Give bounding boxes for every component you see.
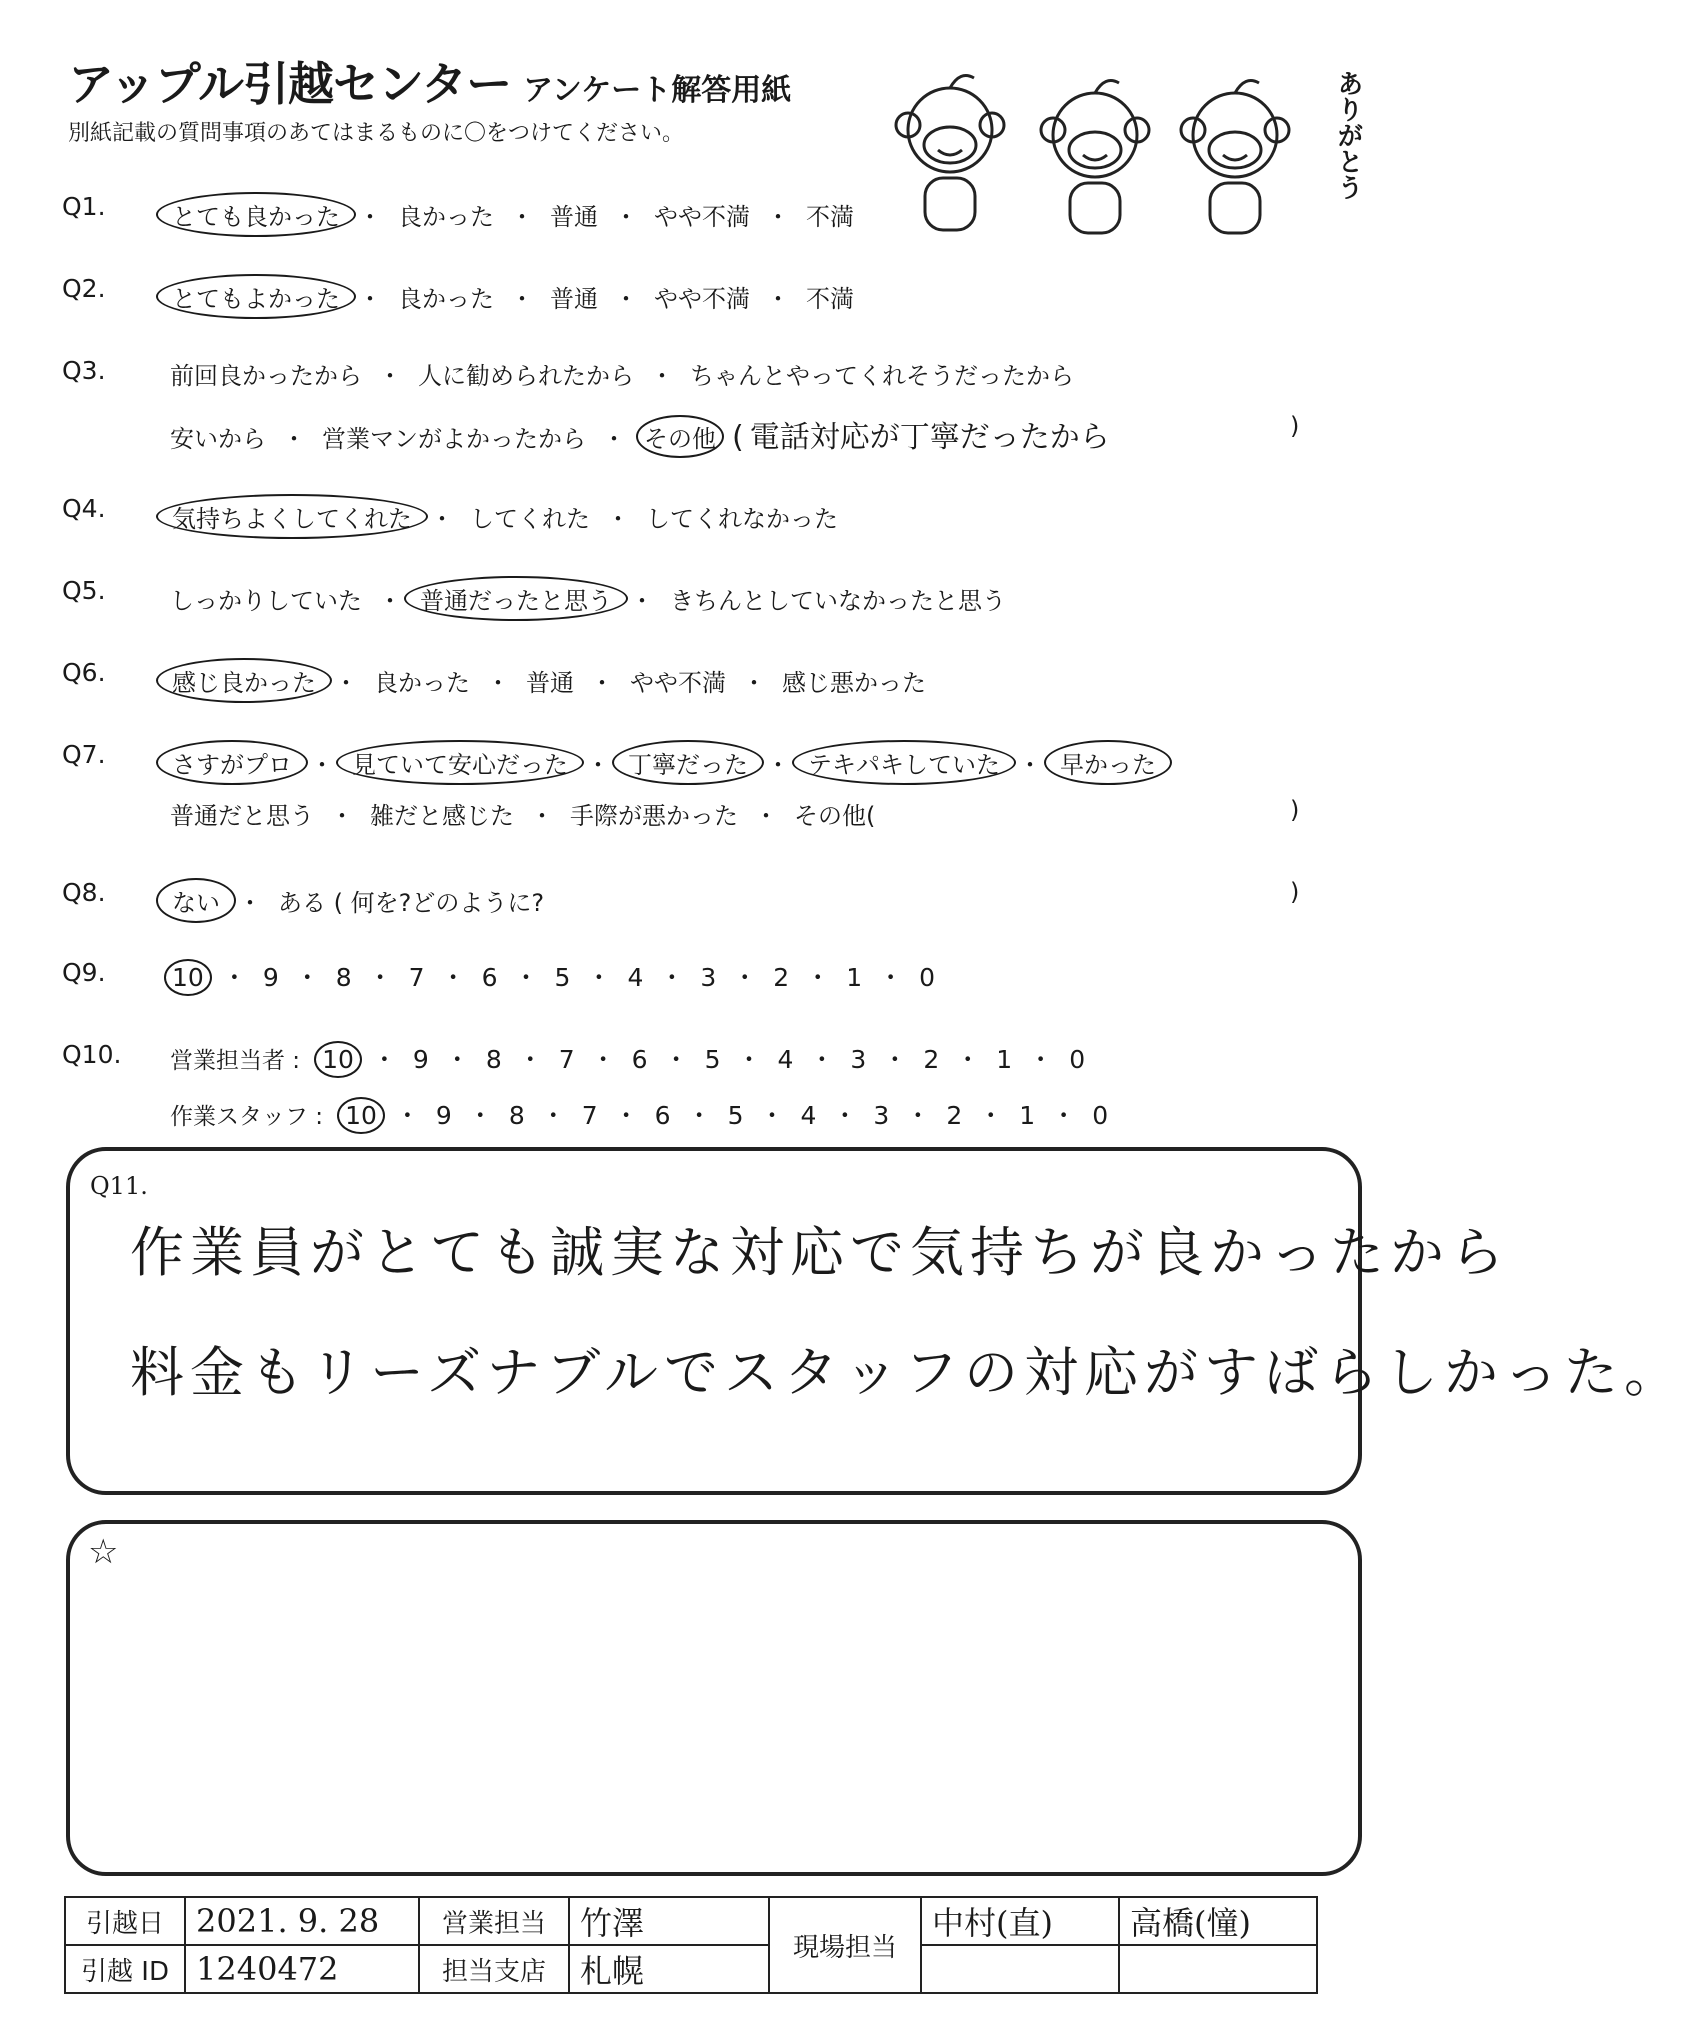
- q10-sales-score-1[interactable]: 1: [996, 1045, 1013, 1074]
- branch-name: 札幌: [569, 1945, 769, 1993]
- q9-score-9[interactable]: 9: [262, 963, 279, 992]
- q9-scale: 10 ・ 9 ・ 8 ・ 7 ・ 6 ・ 5 ・ 4 ・ 3 ・ 2 ・ 1 ・ 0: [170, 958, 935, 996]
- q6-option-2[interactable]: 良かった: [374, 669, 470, 697]
- q9-score-3[interactable]: 3: [700, 963, 717, 992]
- q2-option-4[interactable]: やや不満: [654, 285, 750, 313]
- q9-score-7[interactable]: 7: [408, 963, 425, 992]
- q1-label: Q1.: [62, 192, 106, 221]
- q3-options-line1: 前回良かったから ・ 人に勧められたから ・ ちゃんとやってくれそうだったから: [170, 356, 1074, 391]
- sales-label: 営業担当: [419, 1897, 569, 1945]
- monkey-middle-icon: [1041, 81, 1149, 233]
- q7-option-2[interactable]: 見ていて安心だった: [336, 740, 584, 785]
- q11-comment-box[interactable]: [66, 1147, 1362, 1495]
- branch-label: 担当支店: [419, 1945, 569, 1993]
- mascot-caption: ありがとう: [1333, 70, 1363, 200]
- site-staff-1: 中村(直): [921, 1897, 1119, 1945]
- q9-score-0[interactable]: 0: [919, 963, 936, 992]
- q3-option-5[interactable]: 営業マンがよかったから: [322, 425, 586, 453]
- q2-option-2[interactable]: 良かった: [398, 285, 494, 313]
- q10-sales-scale: 営業担当者 : 10 ・ 9 ・ 8 ・ 7 ・ 6 ・ 5 ・ 4 ・ 3 ・ 2 ・ 1 ・ 0: [170, 1040, 1085, 1078]
- q6-label: Q6.: [62, 658, 106, 687]
- company-name: アップル引越センター: [68, 57, 512, 111]
- q9-score-5[interactable]: 5: [554, 963, 571, 992]
- star-icon: ☆: [88, 1532, 119, 1572]
- q9-score-2[interactable]: 2: [773, 963, 790, 992]
- q10-staff-score-9[interactable]: 9: [435, 1101, 452, 1130]
- q6-option-3[interactable]: 普通: [526, 669, 574, 697]
- q10-staff-score-3[interactable]: 3: [873, 1101, 890, 1130]
- q8-option-2[interactable]: ある ( 何を?どのように?: [278, 889, 545, 917]
- q8-options: ない ・ ある ( 何を?どのように?: [170, 878, 544, 923]
- q10-sales-score-3[interactable]: 3: [850, 1045, 867, 1074]
- q2-label: Q2.: [62, 274, 106, 303]
- q7-close-paren: ): [1290, 796, 1300, 824]
- q10-staff-label: 作業スタッフ :: [170, 1104, 324, 1130]
- q9-label: Q9.: [62, 958, 106, 987]
- q1-options: とても良かった ・ 良かった ・ 普通 ・ やや不満 ・ 不満: [170, 192, 854, 237]
- mascot-illustration: [880, 60, 1340, 240]
- q8-option-1[interactable]: ない: [156, 878, 236, 923]
- q2-option-5[interactable]: 不満: [806, 285, 854, 313]
- q10-sales-score-5[interactable]: 5: [704, 1045, 721, 1074]
- q3-option-1[interactable]: 前回良かったから: [170, 362, 362, 390]
- site-staff-4: [1119, 1945, 1317, 1993]
- q10-staff-score-5[interactable]: 5: [727, 1101, 744, 1130]
- q10-sales-label: 営業担当者 :: [170, 1048, 301, 1074]
- q6-option-1[interactable]: 感じ良かった: [156, 658, 332, 703]
- q3-close-paren: ): [1290, 412, 1300, 440]
- q9-score-8[interactable]: 8: [335, 963, 352, 992]
- q3-other-text: 電話対応が丁寧だったから: [749, 420, 1110, 455]
- q10-staff-score-2[interactable]: 2: [946, 1101, 963, 1130]
- move-id-value: 1240472: [185, 1945, 419, 1993]
- q1-option-4[interactable]: やや不満: [654, 203, 750, 231]
- q10-staff-score-8[interactable]: 8: [508, 1101, 525, 1130]
- q10-staff-score-10[interactable]: 10: [337, 1097, 385, 1134]
- q3-label: Q3.: [62, 356, 106, 385]
- q10-sales-score-4[interactable]: 4: [777, 1045, 794, 1074]
- q10-sales-score-6[interactable]: 6: [631, 1045, 648, 1074]
- q10-sales-score-2[interactable]: 2: [923, 1045, 940, 1074]
- q7-option-4[interactable]: テキパキしていた: [792, 740, 1016, 785]
- q10-sales-score-8[interactable]: 8: [485, 1045, 502, 1074]
- site-staff-2: 高橋(憧): [1119, 1897, 1317, 1945]
- q3-option-other[interactable]: その他: [636, 415, 724, 458]
- q1-option-3[interactable]: 普通: [550, 203, 598, 231]
- q6-option-5[interactable]: 感じ悪かった: [782, 669, 926, 697]
- move-date-label: 引越日: [65, 1897, 185, 1945]
- instruction-text: 別紙記載の質問事項のあてはまるものに〇をつけてください。: [68, 121, 685, 146]
- q10-staff-score-1[interactable]: 1: [1019, 1101, 1036, 1130]
- q9-score-4[interactable]: 4: [627, 963, 644, 992]
- q4-options: 気持ちよくしてくれた ・ してくれた ・ してくれなかった: [170, 494, 838, 539]
- q6-option-4[interactable]: やや不満: [630, 669, 726, 697]
- q10-sales-score-9[interactable]: 9: [412, 1045, 429, 1074]
- site-label: 現場担当: [769, 1897, 921, 1993]
- q10-staff-score-7[interactable]: 7: [581, 1101, 598, 1130]
- move-info-table: [64, 1896, 1318, 1994]
- q1-option-2[interactable]: 良かった: [398, 203, 494, 231]
- q7-option-other[interactable]: その他(: [794, 802, 876, 830]
- q10-staff-score-6[interactable]: 6: [654, 1101, 671, 1130]
- q7-option-5[interactable]: 早かった: [1044, 740, 1172, 785]
- q7-option-1[interactable]: さすがプロ: [156, 740, 308, 785]
- q10-sales-score-7[interactable]: 7: [558, 1045, 575, 1074]
- move-id-label: 引越 ID: [65, 1945, 185, 1993]
- q10-staff-scale: 作業スタッフ : 10 ・ 9 ・ 8 ・ 7 ・ 6 ・ 5 ・ 4 ・ 3 ・ 2 ・ 1 ・ 0: [170, 1096, 1108, 1134]
- q11-comment-line-1: 作業員がとても誠実な対応で気持ちが良かったから: [130, 1221, 1510, 1284]
- q5-label: Q5.: [62, 576, 106, 605]
- q11-comment-line-2: 料金もリーズナブルでスタッフの対応がすばらしかった。: [130, 1341, 1684, 1404]
- site-staff-3: [921, 1945, 1119, 1993]
- q7-option-8[interactable]: 手際が悪かった: [570, 802, 738, 830]
- q10-staff-score-0[interactable]: 0: [1092, 1101, 1109, 1130]
- q7-option-6[interactable]: 普通だと思う: [170, 802, 314, 830]
- move-date-value: 2021. 9. 28: [185, 1897, 419, 1945]
- q3-option-3[interactable]: ちゃんとやってくれそうだったから: [690, 362, 1074, 390]
- q3-option-2[interactable]: 人に勧められたから: [418, 362, 634, 390]
- q7-option-7[interactable]: 雑だと感じた: [370, 802, 514, 830]
- q4-option-1[interactable]: 気持ちよくしてくれた: [156, 494, 428, 539]
- q2-option-3[interactable]: 普通: [550, 285, 598, 313]
- company-title: [68, 48, 791, 114]
- q5-option-1[interactable]: しっかりしていた: [170, 587, 362, 615]
- q7-options-line2: 普通だと思う ・ 雑だと感じた ・ 手際が悪かった ・ その他(: [170, 796, 875, 831]
- q3-option-4[interactable]: 安いから: [170, 425, 266, 453]
- q8-label: Q8.: [62, 878, 106, 907]
- q9-score-1[interactable]: 1: [846, 963, 863, 992]
- q5-option-2[interactable]: 普通だったと思う: [404, 576, 628, 621]
- q2-option-1[interactable]: とてもよかった: [156, 274, 356, 319]
- q3-options-line2: 安いから ・ 営業マンがよかったから ・ その他 ( 電話対応が丁寧だったから: [170, 412, 1110, 458]
- q9-score-10[interactable]: 10: [164, 959, 212, 996]
- q5-option-3[interactable]: きちんとしていなかったと思う: [670, 587, 1006, 615]
- q1-option-5[interactable]: 不満: [806, 203, 854, 231]
- q7-label: Q7.: [62, 740, 106, 769]
- q10-label: Q10.: [62, 1040, 122, 1069]
- q2-options: とてもよかった ・ 良かった ・ 普通 ・ やや不満 ・ 不満: [170, 274, 854, 319]
- q4-label: Q4.: [62, 494, 106, 523]
- q10-staff-score-4[interactable]: 4: [800, 1101, 817, 1130]
- q9-score-6[interactable]: 6: [481, 963, 498, 992]
- q1-option-1[interactable]: とても良かった: [156, 192, 356, 237]
- form-title: アンケート解答用紙: [523, 73, 792, 108]
- sales-name: 竹澤: [569, 1897, 769, 1945]
- q5-options: しっかりしていた ・ 普通だったと思う ・ きちんとしていなかったと思う: [170, 576, 1006, 621]
- monkey-right-icon: [1181, 81, 1289, 233]
- q6-options: 感じ良かった ・ 良かった ・ 普通 ・ やや不満 ・ 感じ悪かった: [170, 658, 926, 703]
- q7-option-3[interactable]: 丁寧だった: [612, 740, 764, 785]
- q10-sales-score-10[interactable]: 10: [314, 1041, 362, 1078]
- additional-comment-box[interactable]: [66, 1520, 1362, 1876]
- q10-sales-score-0[interactable]: 0: [1069, 1045, 1086, 1074]
- monkey-left-icon: [896, 76, 1004, 230]
- q7-options-line1: さすがプロ ・ 見ていて安心だった ・ 丁寧だった ・ テキパキしていた ・ 早かった: [170, 740, 1158, 785]
- q8-close-paren: ): [1290, 878, 1300, 906]
- q4-option-3[interactable]: してくれなかった: [646, 505, 838, 533]
- q4-option-2[interactable]: してくれた: [470, 505, 590, 533]
- q11-label: Q11.: [90, 1172, 148, 1200]
